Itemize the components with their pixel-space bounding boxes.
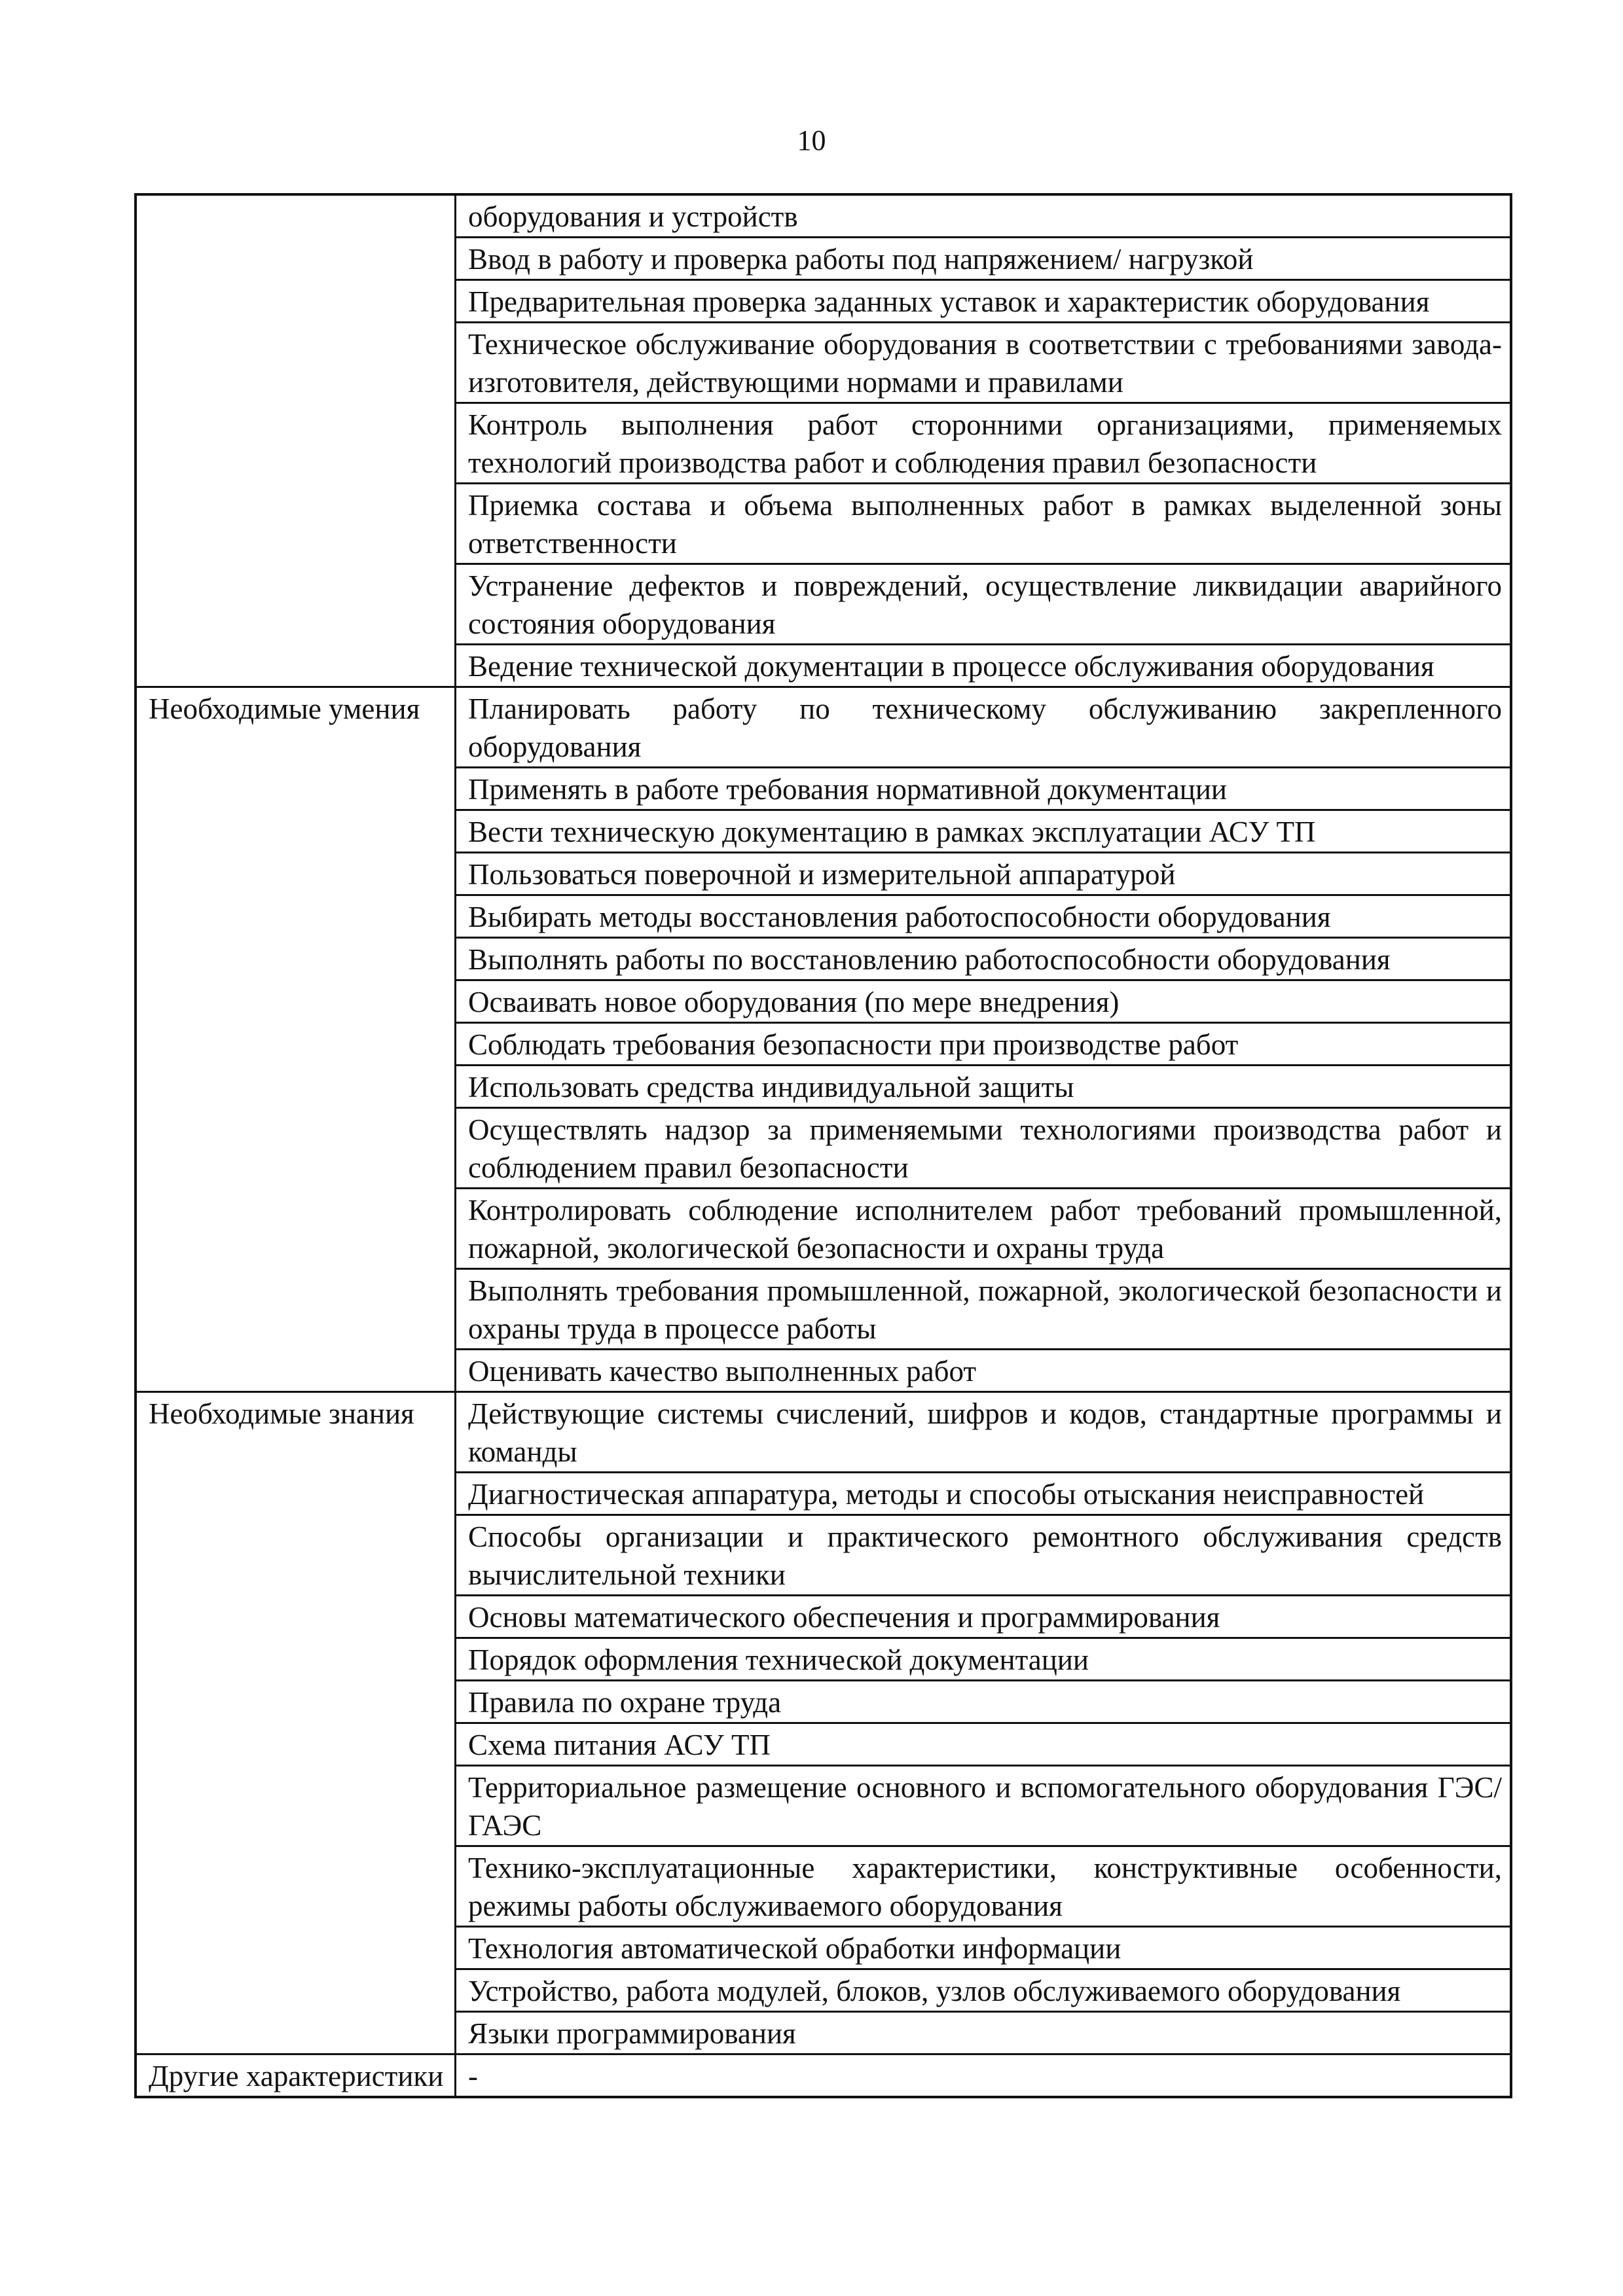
section-label-other: Другие характеристики bbox=[136, 2054, 456, 2098]
table-cell: Техническое обслуживание оборудования в соответствии с требованиями завода-изготовителя, действующими нормами и правилами bbox=[456, 323, 1512, 403]
table-cell: Вести техническую документацию в рамках эксплуатации АСУ ТП bbox=[456, 810, 1512, 853]
qualification-table bbox=[134, 193, 1512, 2098]
section-label-knowledge: Необходимые знания bbox=[136, 1392, 456, 2054]
section-label-skills: Необходимые умения bbox=[136, 687, 456, 1392]
table-cell: Порядок оформления технической документации bbox=[456, 1638, 1512, 1681]
table-cell: Действующие системы счислений, шифров и кодов, стандартные программы и команды bbox=[456, 1392, 1512, 1473]
table-row bbox=[136, 687, 1511, 768]
table-cell: Осуществлять надзор за применяемыми технологиями производства работ и соблюдением правил безопасности bbox=[456, 1108, 1512, 1189]
table-cell: Устройство, работа модулей, блоков, узлов обслуживаемого оборудования bbox=[456, 1969, 1512, 2012]
table-cell: Основы математического обеспечения и программирования bbox=[456, 1596, 1512, 1638]
table-cell: Контроль выполнения работ сторонними организациями, применяемых технологий производства работ и соблюдения правил безопасности bbox=[456, 403, 1512, 484]
table-cell: Технико-эксплуатационные характеристики, конструктивные особенности, режимы работы обслуживаемого оборудования bbox=[456, 1846, 1512, 1927]
page-number: 10 bbox=[797, 124, 826, 156]
table-cell: Приемка состава и объема выполненных работ в рамках выделенной зоны ответственности bbox=[456, 484, 1512, 564]
table-cell: Соблюдать требования безопасности при производстве работ bbox=[456, 1023, 1512, 1066]
table-row bbox=[136, 194, 1511, 238]
table-cell: - bbox=[456, 2054, 1512, 2098]
table-cell: Применять в работе требования нормативной документации bbox=[456, 768, 1512, 810]
table-cell: Правила по охране труда bbox=[456, 1681, 1512, 1723]
table-cell: Осваивать новое оборудования (по мере внедрения) bbox=[456, 980, 1512, 1023]
table-cell: Контролировать соблюдение исполнителем работ требований промышленной, пожарной, экологической безопасности и охраны труда bbox=[456, 1189, 1512, 1269]
table-cell: Устранение дефектов и повреждений, осуществление ликвидации аварийного состояния оборудования bbox=[456, 564, 1512, 645]
table-cell: Ввод в работу и проверка работы под напряжением/ нагрузкой bbox=[456, 238, 1512, 280]
table-cell: Оценивать качество выполненных работ bbox=[456, 1350, 1512, 1392]
table-cell: оборудования и устройств bbox=[456, 194, 1512, 238]
table-cell: Способы организации и практического ремонтного обслуживания средств вычислительной техники bbox=[456, 1515, 1512, 1596]
table-row bbox=[136, 2054, 1511, 2098]
table-cell: Территориальное размещение основного и вспомогательного оборудования ГЭС/ГАЭС bbox=[456, 1766, 1512, 1846]
table-cell: Выполнять требования промышленной, пожарной, экологической безопасности и охраны труда в процессе работы bbox=[456, 1269, 1512, 1350]
table-cell: Схема питания АСУ ТП bbox=[456, 1723, 1512, 1766]
table-cell: Использовать средства индивидуальной защиты bbox=[456, 1066, 1512, 1108]
table-cell: Ведение технической документации в процессе обслуживания оборудования bbox=[456, 645, 1512, 687]
table-row bbox=[136, 1392, 1511, 1473]
table-cell: Выбирать методы восстановления работоспособности оборудования bbox=[456, 895, 1512, 938]
table-cell: Языки программирования bbox=[456, 2012, 1512, 2054]
table-cell: Планировать работу по техническому обслуживанию закрепленного оборудования bbox=[456, 687, 1512, 768]
table-cell: Выполнять работы по восстановлению работоспособности оборудования bbox=[456, 938, 1512, 980]
table-cell: Технология автоматической обработки информации bbox=[456, 1927, 1512, 1969]
table-cell: Предварительная проверка заданных уставок и характеристик оборудования bbox=[456, 280, 1512, 323]
table-cell: Пользоваться поверочной и измерительной аппаратурой bbox=[456, 853, 1512, 895]
table-cell: Диагностическая аппаратура, методы и способы отыскания неисправностей bbox=[456, 1473, 1512, 1515]
section-label-work-actions bbox=[136, 194, 456, 687]
